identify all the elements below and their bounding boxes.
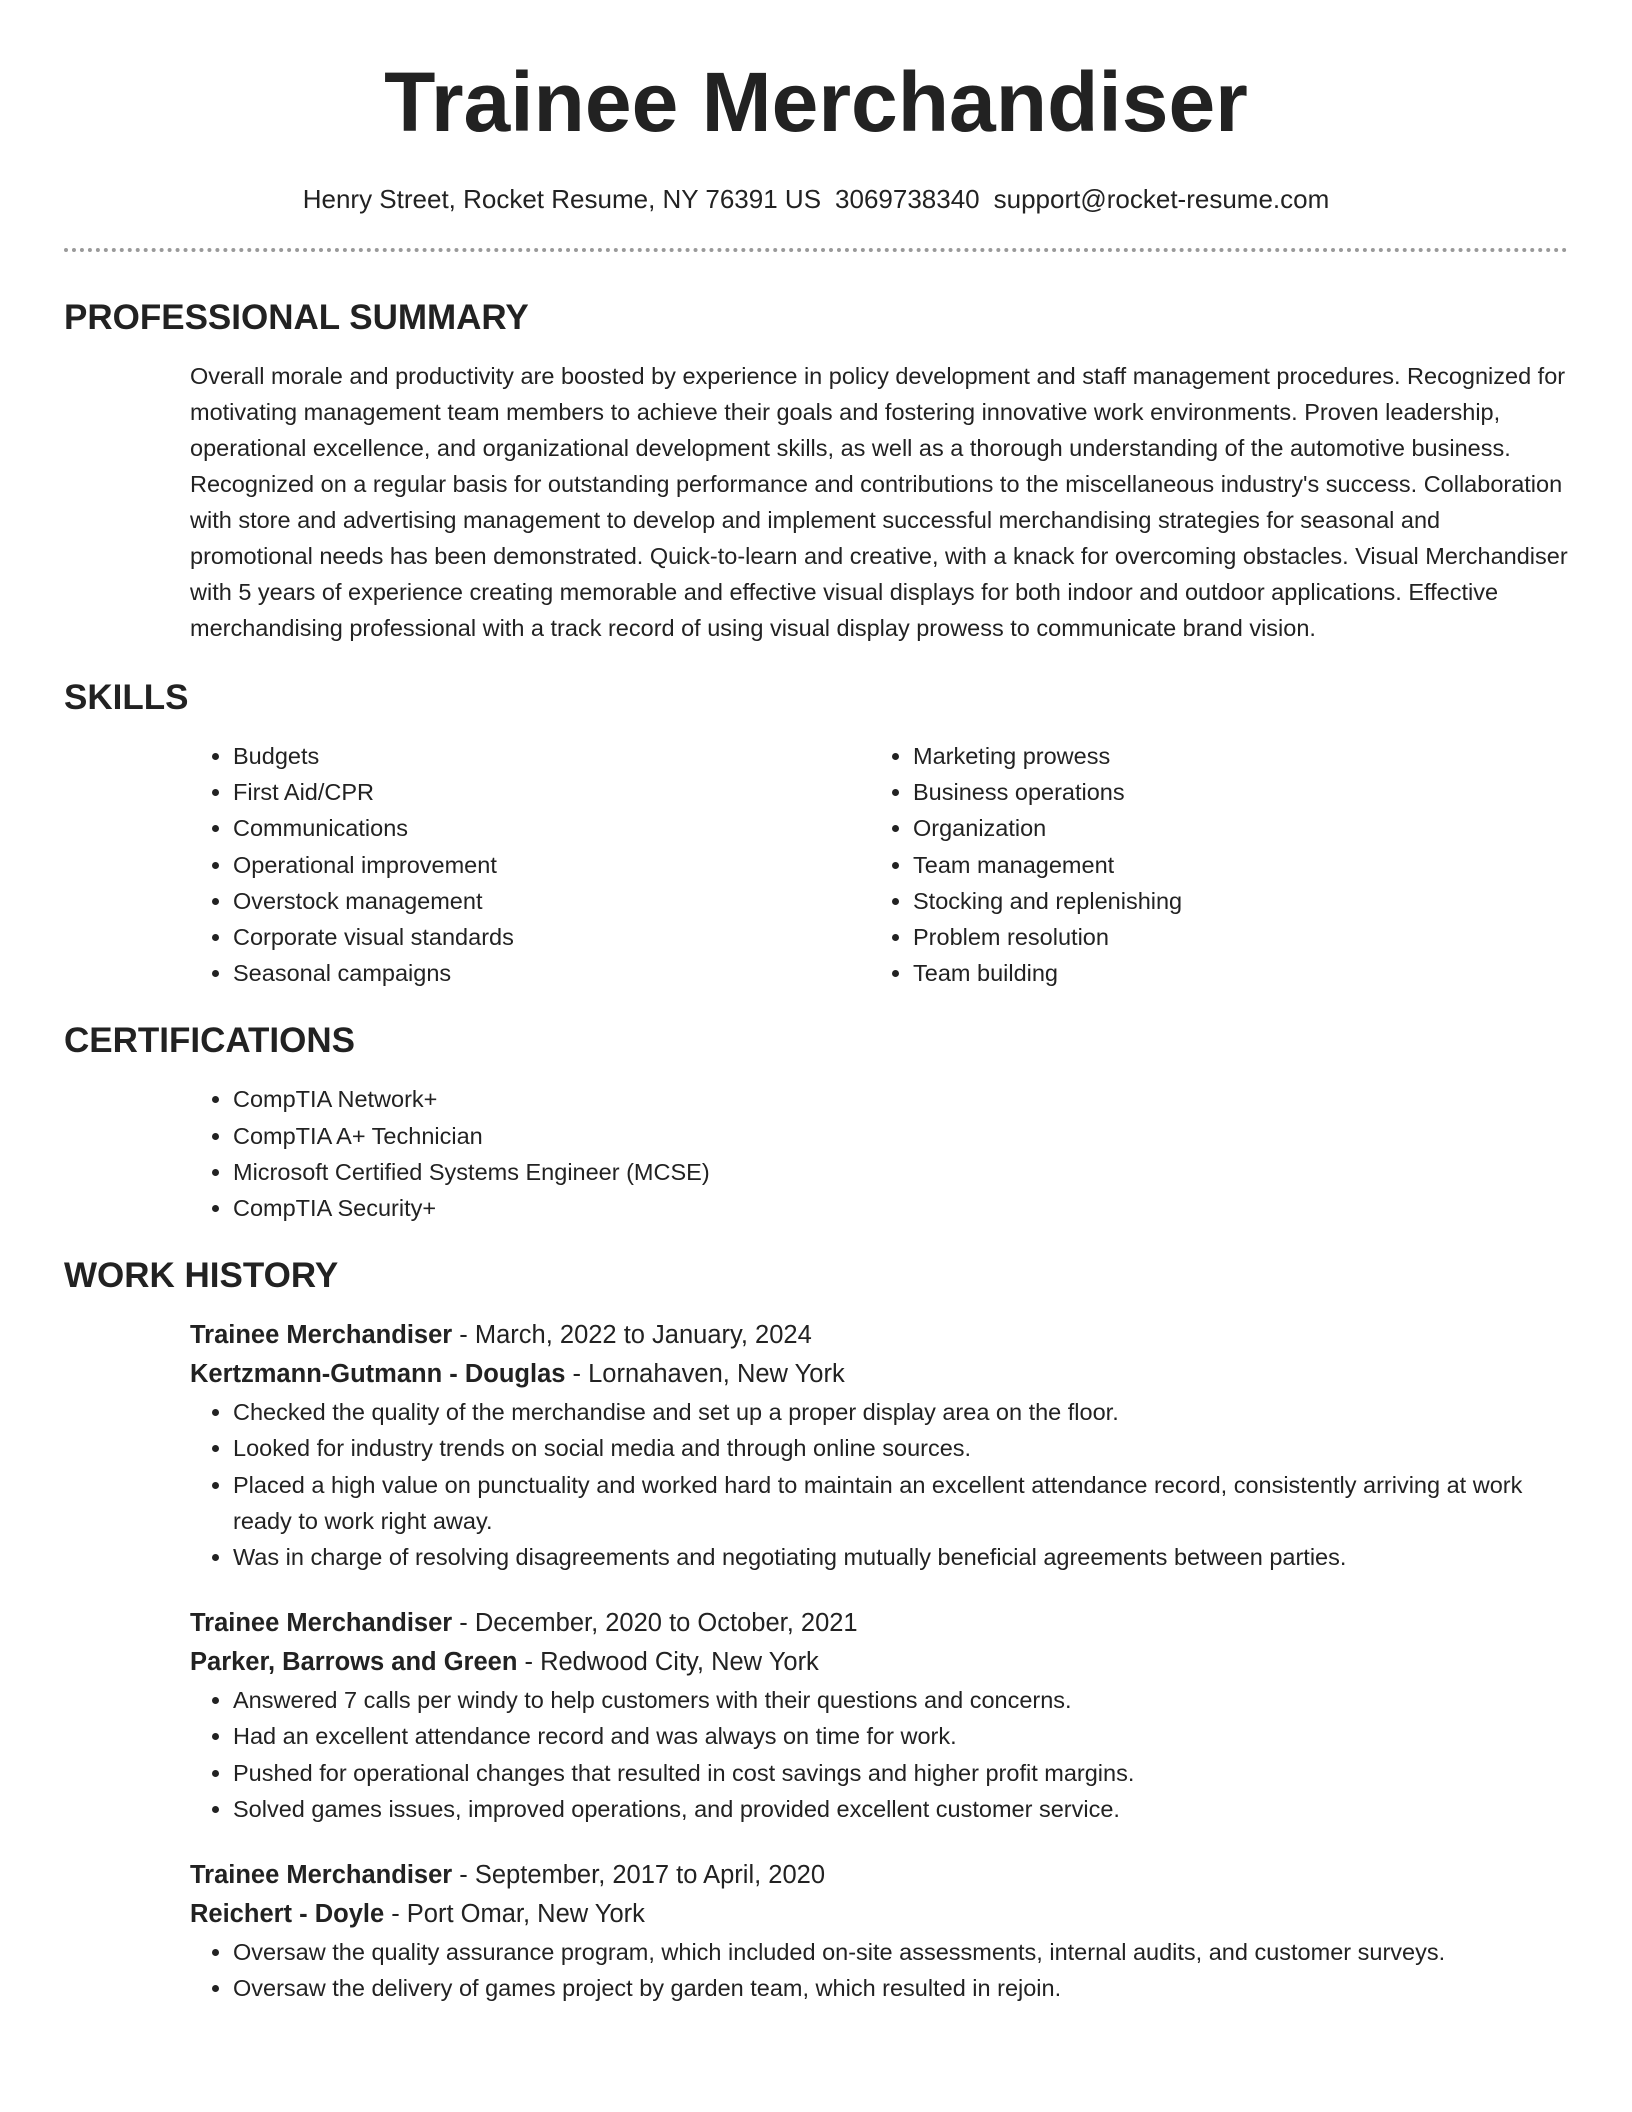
- skill-item: • Stocking and replenishing: [913, 883, 1550, 919]
- certification-item: • CompTIA Network+: [233, 1081, 1568, 1117]
- job-duty: • Answered 7 calls per windy to help customers with their questions and concerns.: [233, 1682, 1568, 1718]
- skill-item: • Business operations: [913, 774, 1550, 810]
- job-dates: - December, 2020 to October, 2021: [452, 1609, 858, 1638]
- skill-item: • Marketing prowess: [913, 738, 1550, 774]
- job-duty: • Oversaw the quality assurance program, which included on-site assessments, internal audits, and customer surveys.: [233, 1934, 1568, 1970]
- job-title-line: [190, 1316, 1568, 1355]
- skill-item: • Team building: [913, 955, 1550, 991]
- summary-section: [64, 296, 1568, 646]
- job-duty: • Checked the quality of the merchandise and set up a proper display area on the floor.: [233, 1394, 1568, 1430]
- job-duty: • Looked for industry trends on social media and through online sources.: [233, 1430, 1568, 1466]
- skill-item: • Problem resolution: [913, 919, 1550, 955]
- certifications-heading: CERTIFICATIONS: [64, 1021, 356, 1061]
- certification-item: • CompTIA Security+: [233, 1190, 1568, 1226]
- job-title: Trainee Merchandiser: [190, 1321, 453, 1350]
- job-duty: • Oversaw the delivery of games project by garden team, which resulted in rejoin.: [233, 1970, 1568, 2006]
- job-entry: [190, 1316, 1568, 1575]
- skill-item: • Team management: [913, 847, 1550, 883]
- skill-item: • Communications: [233, 810, 870, 846]
- job-duties-list: [190, 1394, 1568, 1575]
- job-duty: • Pushed for operational changes that resulted in cost savings and higher profit margins.: [233, 1755, 1568, 1791]
- skill-item: • Budgets: [233, 738, 870, 774]
- skill-item: • Operational improvement: [233, 847, 870, 883]
- skill-item: • Corporate visual standards: [233, 919, 870, 955]
- skill-item: • Overstock management: [233, 883, 870, 919]
- job-company-line: [190, 1895, 1568, 1934]
- certification-item: • Microsoft Certified Systems Engineer (MCSE): [233, 1154, 1568, 1190]
- skills-column-left: [190, 738, 870, 991]
- work-history-heading: WORK HISTORY: [64, 1256, 339, 1296]
- job-title-line: [190, 1856, 1568, 1895]
- certifications-section: [64, 1019, 1568, 1226]
- contact-phone: 3069738340: [835, 184, 980, 214]
- skill-item: • Organization: [913, 810, 1550, 846]
- header-divider: [64, 248, 1568, 252]
- job-duty: • Placed a high value on punctuality and worked hard to maintain an excellent attendance record, consistently arriving at work ready to work right away.: [233, 1467, 1568, 1539]
- work-history-section: [64, 1254, 1568, 2006]
- job-company-line: [190, 1643, 1568, 1682]
- job-duties-list: [190, 1682, 1568, 1827]
- certifications-list-wrap: [190, 1081, 1568, 1226]
- skills-section: [64, 676, 1568, 991]
- skills-list-right: [870, 738, 1550, 991]
- job-company: Kertzmann-Gutmann - Douglas: [190, 1360, 566, 1389]
- skills-grid: [190, 738, 1568, 991]
- certification-item: • CompTIA A+ Technician: [233, 1118, 1568, 1154]
- job-location: - Redwood City, New York: [517, 1648, 819, 1677]
- job-dates: - September, 2017 to April, 2020: [452, 1861, 826, 1890]
- summary-heading: PROFESSIONAL SUMMARY: [64, 298, 529, 337]
- job-duty: • Had an excellent attendance record and was always on time for work.: [233, 1718, 1568, 1754]
- job-entry: [190, 1856, 1568, 2006]
- skills-list-left: [190, 738, 870, 991]
- contact-line: [64, 182, 1568, 216]
- job-company: Parker, Barrows and Green: [190, 1648, 518, 1677]
- summary-text: Overall morale and productivity are boosted by experience in policy development and staff management procedures. Recognized for motivating management team members to achieve their goals and fostering innovative work environments. Proven leadership, operational excellence, and organizational development skills, as well as a thorough understanding of the automotive business. Recognized on a regular basis for outstanding performance and contributions to the miscellaneous industry's success. Collaboration with store and advertising management to develop and implement successful merchandising strategies for seasonal and promotional needs has been demonstrated. Quick-to-learn and creative, with a knack for overcoming obstacles. Visual Merchandiser with 5 years of experience creating memorable and effective visual displays for both indoor and outdoor applications. Effective merchandising professional with a track record of using visual display prowess to communicate brand vision.: [190, 363, 1568, 641]
- job-company-line: [190, 1355, 1568, 1394]
- job-title: Trainee Merchandiser: [190, 1609, 453, 1638]
- job-title-line: [190, 1604, 1568, 1643]
- job-title: Trainee Merchandiser: [190, 1861, 453, 1890]
- skill-item: • Seasonal campaigns: [233, 955, 870, 991]
- job-location: - Lornahaven, New York: [565, 1360, 845, 1389]
- skill-item: • First Aid/CPR: [233, 774, 870, 810]
- candidate-name: Trainee Merchandiser: [384, 55, 1248, 149]
- skills-column-right: [870, 738, 1550, 991]
- skills-heading: SKILLS: [64, 678, 189, 717]
- contact-address: Henry Street, Rocket Resume, NY 76391 US: [302, 184, 822, 214]
- job-company: Reichert - Doyle: [190, 1900, 385, 1929]
- job-dates: - March, 2022 to January, 2024: [452, 1321, 812, 1350]
- certifications-list: [190, 1081, 1568, 1226]
- job-duty: • Solved games issues, improved operations, and provided excellent customer service.: [233, 1791, 1568, 1827]
- job-location: - Port Omar, New York: [384, 1900, 645, 1929]
- contact-email: support@rocket-resume.com: [993, 184, 1330, 214]
- job-duty: • Was in charge of resolving disagreements and negotiating mutually beneficial agreements between parties.: [233, 1539, 1568, 1575]
- job-entry: [190, 1604, 1568, 1827]
- job-duties-list: [190, 1934, 1568, 2006]
